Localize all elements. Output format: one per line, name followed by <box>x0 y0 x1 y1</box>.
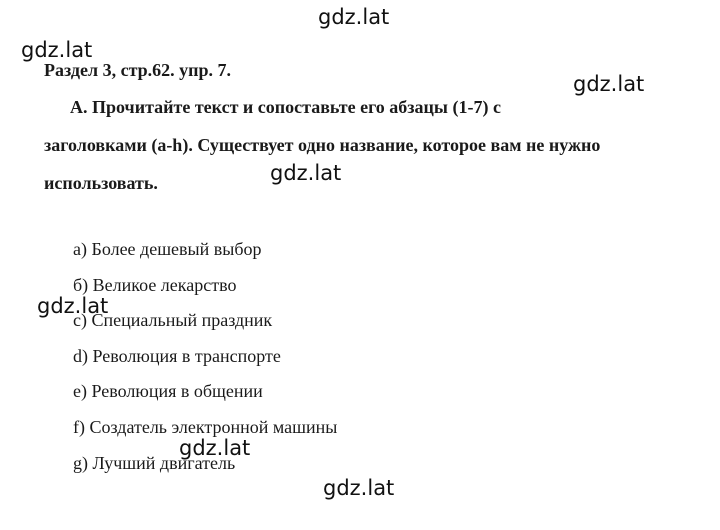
list-item: d) Революция в транспорте <box>73 345 281 366</box>
watermark: gdz.lat <box>21 38 93 62</box>
task-line-2: заголовками (a-h). Существует одно название, которое вам не нужно <box>44 135 601 155</box>
watermark: gdz.lat <box>318 5 390 29</box>
list-item: g) Лучший двигатель <box>73 452 236 473</box>
task-line-1: А. Прочитайте текст и сопоставьте его абзацы (1-7) с <box>70 97 501 117</box>
watermark: gdz.lat <box>573 72 645 96</box>
watermark: gdz.lat <box>270 161 342 185</box>
task-line-3: использовать. <box>44 173 158 193</box>
section-title: Раздел 3, стр.62. упр. 7. <box>44 60 232 80</box>
watermark: gdz.lat <box>37 294 109 318</box>
list-item: e) Революция в общении <box>73 381 263 402</box>
task-instructions <box>44 88 704 202</box>
list-item: c) Специальный праздник <box>73 310 273 331</box>
list-item: б) Великое лекарство <box>73 274 237 295</box>
list-item: a) Более дешевый выбор <box>73 239 262 259</box>
watermark: gdz.lat <box>323 476 395 500</box>
watermark: gdz.lat <box>179 436 251 460</box>
list-item: f) Создатель электронной машины <box>73 416 338 437</box>
